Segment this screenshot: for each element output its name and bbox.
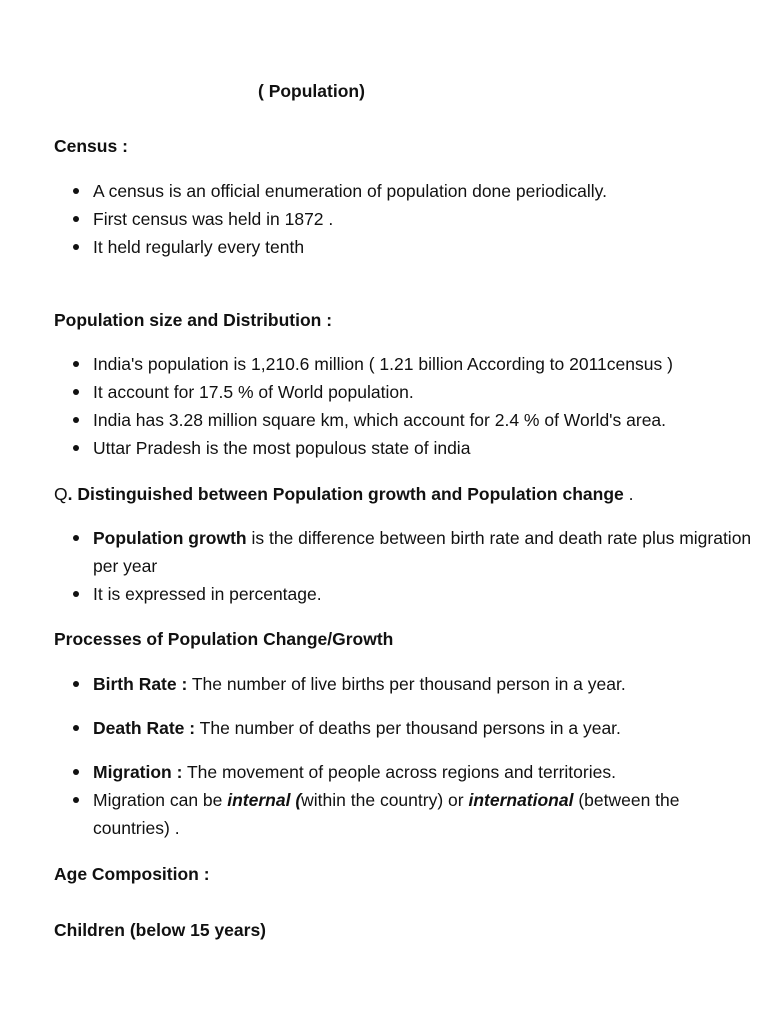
definition-text: The movement of people across regions and territories. [182,762,616,782]
question-text: . Distinguished between Population growth and Population change [67,484,624,504]
census-list [54,177,753,261]
list-item: Uttar Pradesh is the most populous state of india [93,434,753,462]
definition-text: The number of live births per thousand person in a year. [187,674,626,694]
list-item [93,670,753,698]
page-title: ( Population) [258,81,365,101]
population-size-heading: Population size and Distribution : [54,310,333,330]
definition-text: is the difference between birth rate and death rate plus migration per year [93,528,752,576]
census-heading: Census : [54,136,128,156]
processes-heading: Processes of Population Change/Growth [54,629,394,649]
list-item [93,786,753,842]
list-item: India has 3.28 million square km, which account for 2.4 % of World's area. [93,406,753,434]
term-migration: Migration : [93,762,183,782]
migration-text-b: within the country) or [301,790,469,810]
children-heading: Children (below 15 years) [54,920,267,940]
term-internal: internal ( [227,790,302,810]
growth-list [54,524,753,608]
population-size-list [54,350,753,462]
term-international: international [468,790,574,810]
list-item: First census was held in 1872 . [93,205,753,233]
migration-text-c: (between the countries) . [93,790,680,838]
list-item [93,758,753,786]
processes-list [54,670,753,842]
migration-text-a: Migration can be [93,790,228,810]
question-prefix: Q [54,484,68,504]
question-suffix: . [623,484,634,504]
list-item [93,524,753,580]
definition-text: The number of deaths per thousand persons in a year. [195,718,621,738]
list-item: India's population is 1,210.6 million ( 1.21 billion According to 2011census ) [93,350,753,378]
list-item: It is expressed in percentage. [93,580,753,608]
term-population-growth: Population growth [93,528,247,548]
list-item: A census is an official enumeration of population done periodically. [93,177,753,205]
age-composition-heading: Age Composition : [54,864,210,884]
list-item: It account for 17.5 % of World population. [93,378,753,406]
term-death-rate: Death Rate : [93,718,196,738]
question-line [54,480,633,508]
list-item: It held regularly every tenth [93,233,753,261]
list-item [93,714,753,742]
term-birth-rate: Birth Rate : [93,674,188,694]
